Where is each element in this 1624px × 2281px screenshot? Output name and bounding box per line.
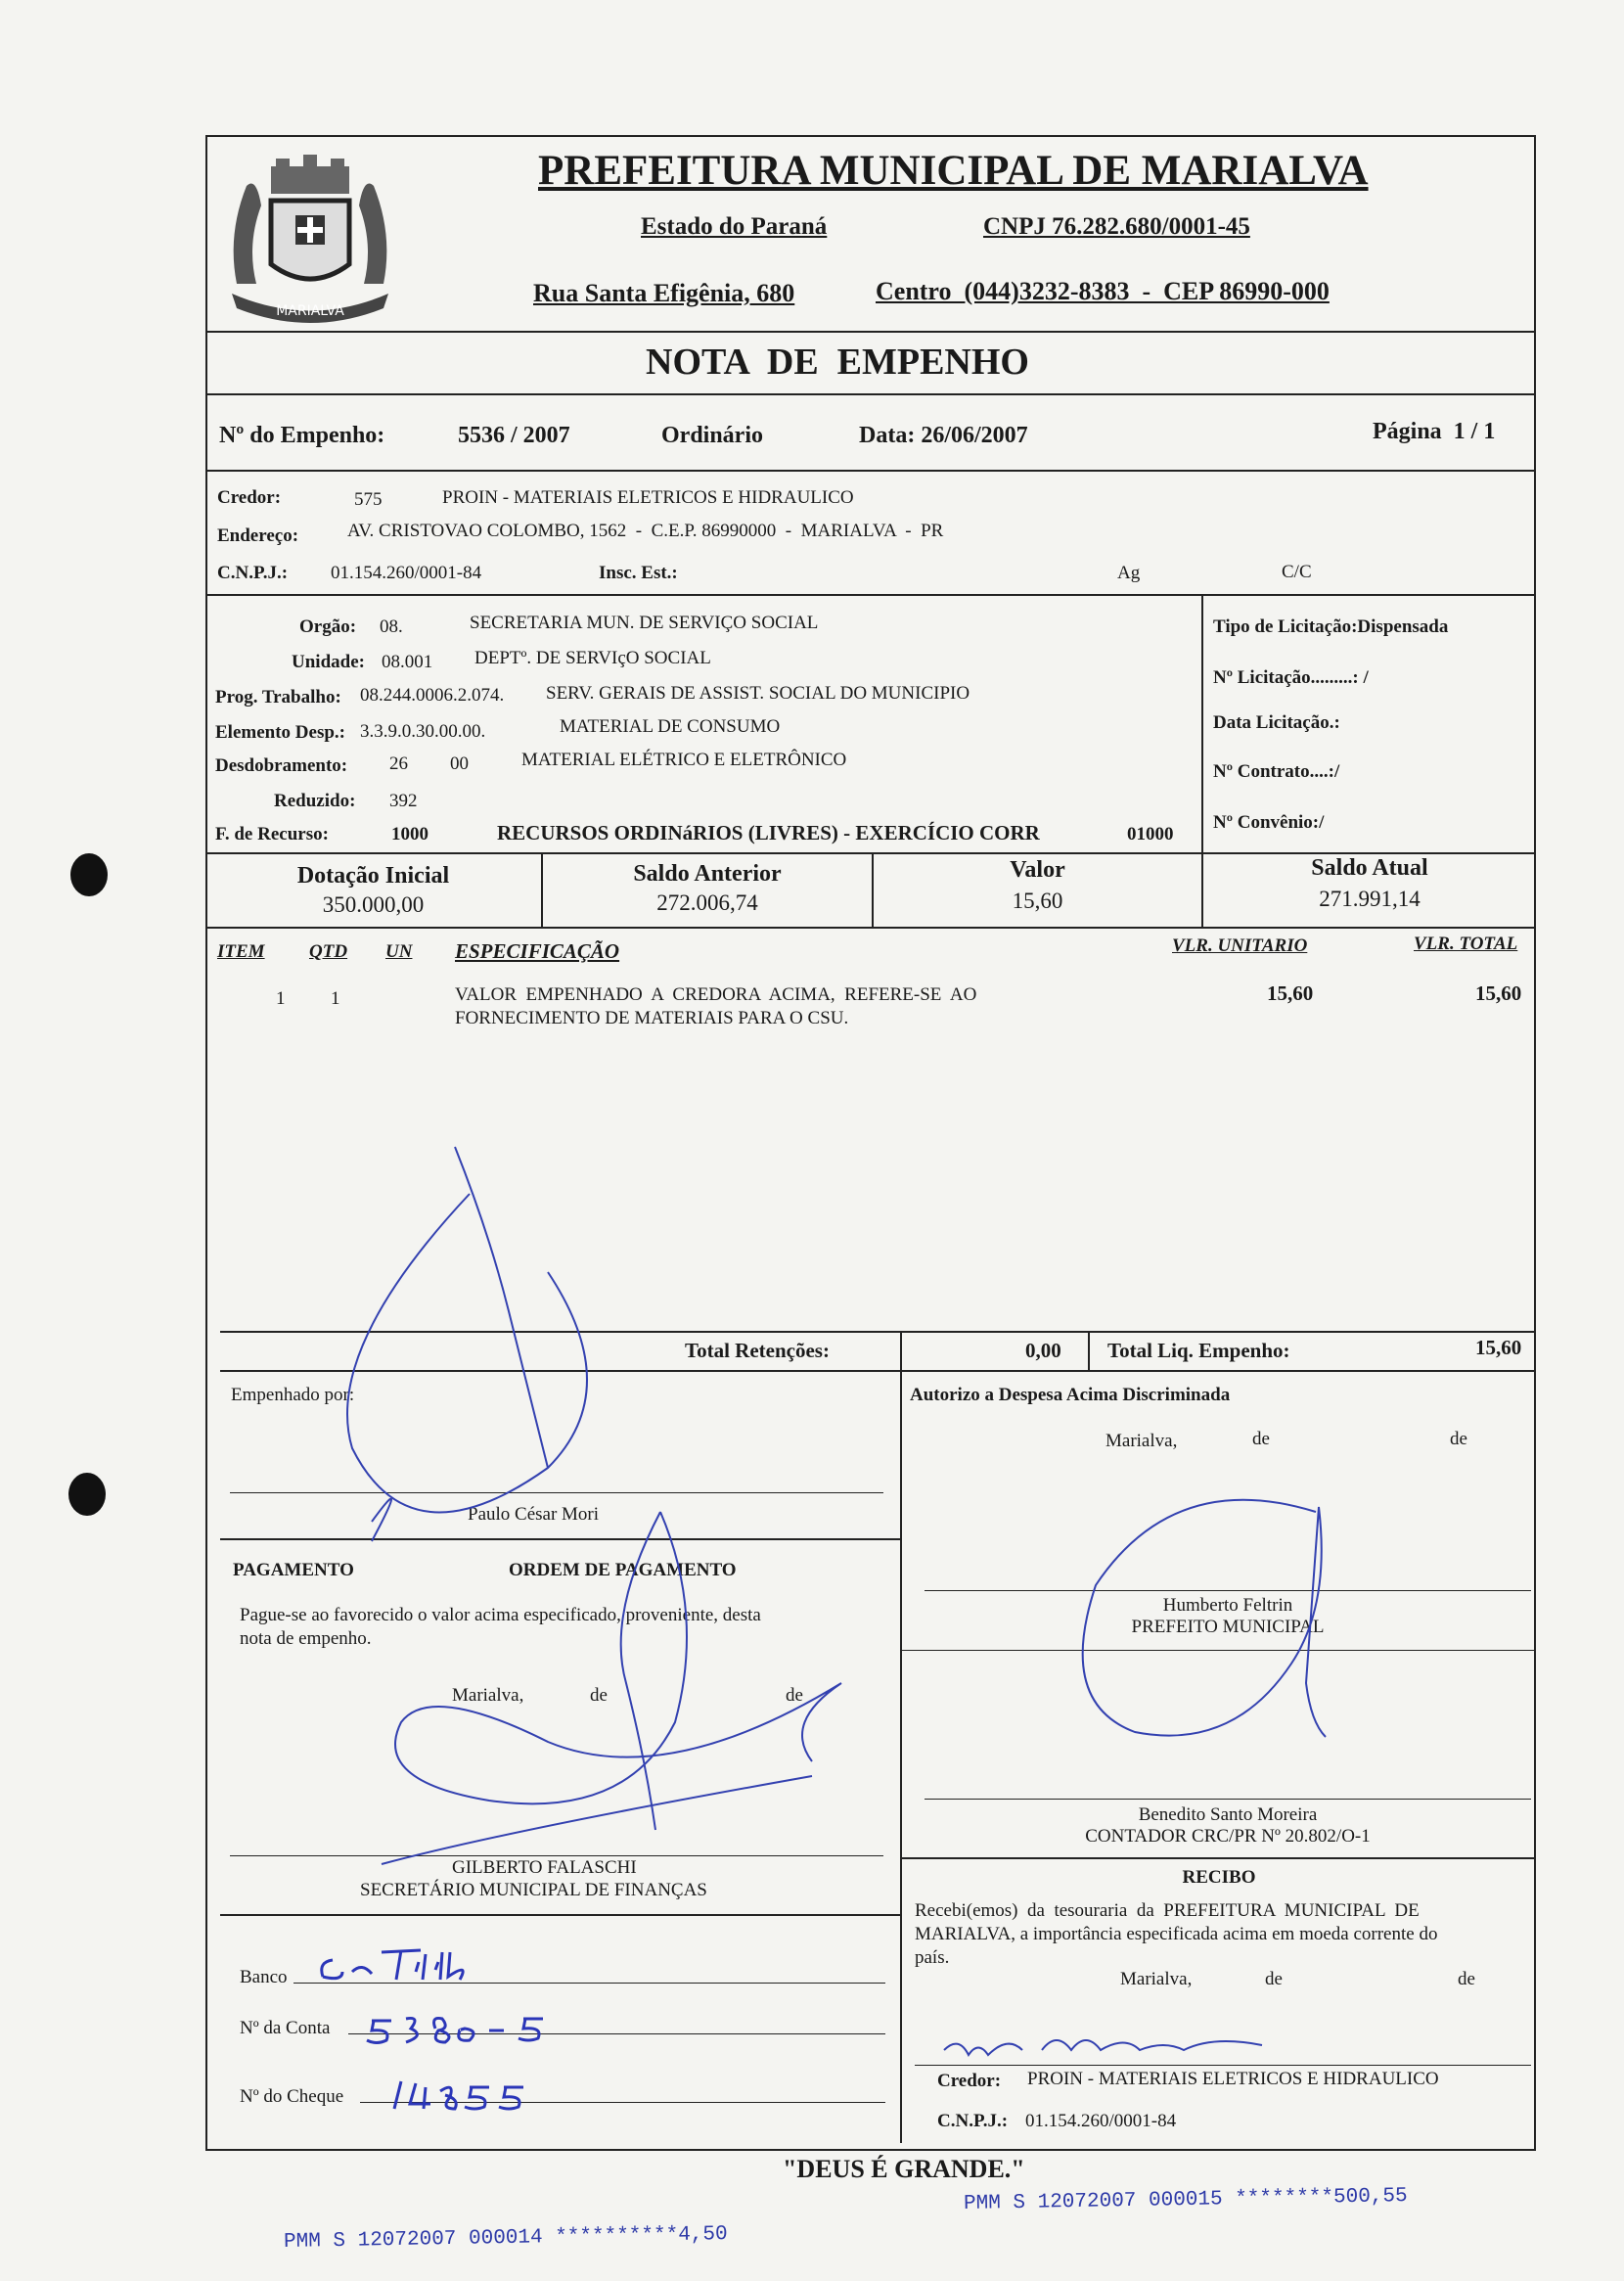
item-total-value: 15,60 — [1475, 981, 1522, 1005]
licitacao-data: Data Licitação.: — [1213, 712, 1340, 733]
retencoes-label: Total Retenções: — [685, 1339, 830, 1362]
empenho-date: Data: 26/06/2007 — [859, 423, 1028, 448]
divider — [220, 1538, 900, 1540]
ag-label: Ag — [1117, 563, 1141, 583]
desd-value: MATERIAL ELÉTRICO E ELETRÔNICO — [521, 750, 847, 770]
divider — [900, 1331, 902, 1370]
valor-label: Valor — [1010, 857, 1065, 883]
empenhado-name: Paulo César Mori — [468, 1504, 600, 1525]
recurso-code: 1000 — [391, 824, 429, 844]
recurso-code2: 01000 — [1127, 824, 1174, 844]
autorizo-label: Autorizo a Despesa Acima Discriminada — [910, 1385, 1231, 1405]
reduzido-value: 392 — [389, 791, 418, 811]
item-unit-value: 15,60 — [1267, 981, 1314, 1005]
recurso-label: F. de Recurso: — [215, 824, 329, 844]
header-title: PREFEITURA MUNICIPAL DE MARIALVA — [538, 148, 1369, 194]
recibo-de2: de — [1458, 1969, 1475, 1989]
signature-line — [925, 1590, 1531, 1591]
credor-name: PROIN - MATERIAIS ELETRICOS E HIDRAULICO — [442, 487, 854, 508]
cc-label: C/C — [1282, 562, 1312, 582]
handwritten-banco — [313, 1942, 528, 1991]
divider — [205, 393, 1536, 395]
credor-code: 575 — [354, 489, 383, 510]
empenho-label: Nº do Empenho: — [219, 423, 385, 448]
licitacao-convenio: Nº Convênio:/ — [1213, 812, 1325, 833]
retencoes-value: 0,00 — [1025, 1339, 1061, 1362]
pague-line2: nota de empenho. — [240, 1628, 372, 1649]
header-contact: Centro (044)3232-8383 - CEP 86990-000 — [876, 277, 1330, 305]
signature-line — [230, 1855, 883, 1856]
banco-label: Banco — [240, 1967, 288, 1987]
orgao-code: 08. — [380, 616, 403, 637]
dotacao-label: Dotação Inicial — [296, 863, 450, 889]
signature-line — [925, 1799, 1531, 1800]
items-header-spec: ESPECIFICAÇÃO — [455, 939, 620, 963]
recibo-line2: MARIALVA, a importância especificada acima em moeda corrente do — [915, 1924, 1438, 1944]
endereco-value: AV. CRISTOVAO COLOMBO, 1562 - C.E.P. 86990000 - MARIALVA - PR — [347, 521, 944, 541]
prog-value: SERV. GERAIS DE ASSIST. SOCIAL DO MUNICIPIO — [546, 683, 970, 704]
conta-label: Nº da Conta — [240, 2018, 331, 2038]
divider — [900, 1857, 1536, 1859]
pague-line1: Pague-se ao favorecido o valor acima especificado, proveniente, desta — [240, 1605, 761, 1625]
contador-name: Benedito Santo Moreira — [1138, 1804, 1318, 1825]
recibo-title: RECIBO — [1182, 1867, 1256, 1888]
items-header-item: ITEM — [217, 941, 265, 962]
doc-title: NOTA DE EMPENHO — [646, 342, 1029, 383]
cnpj-label: C.N.P.J.: — [217, 563, 289, 583]
unidade-label: Unidade: — [292, 652, 365, 672]
item-spec-line1: VALOR EMPENHADO A CREDORA ACIMA, REFERE-SE AO — [455, 984, 977, 1005]
licitacao-contrato: Nº Contrato....:/ — [1213, 761, 1340, 782]
divider — [900, 1370, 902, 2143]
header-state: Estado do Paraná — [641, 213, 828, 240]
divider — [902, 1650, 1536, 1651]
pagamento-de1: de — [590, 1685, 608, 1706]
pagamento-label: PAGAMENTO — [233, 1560, 354, 1580]
footer-stamp-left: PMM S 12072007 000014 **********4,50 — [283, 2223, 728, 2254]
recibo-credor-label: Credor: — [937, 2071, 1002, 2091]
items-header-unit: VLR. UNITARIO — [1172, 935, 1308, 956]
punch-hole-bottom — [68, 1473, 106, 1516]
items-header-total: VLR. TOTAL — [1414, 934, 1518, 954]
empenho-number: 5536 / 2007 — [458, 423, 570, 448]
divider — [1088, 1331, 1090, 1370]
desd-code2: 00 — [450, 753, 469, 774]
anterior-label: Saldo Anterior — [633, 861, 782, 887]
ordem-label: ORDEM DE PAGAMENTO — [509, 1560, 737, 1580]
unidade-code: 08.001 — [382, 652, 433, 672]
divider — [205, 470, 1536, 472]
elem-label: Elemento Desp.: — [215, 722, 345, 743]
recibo-line1: Recebi(emos) da tesouraria da PREFEITURA MUNICIPAL DE — [915, 1900, 1420, 1921]
empenhado-label: Empenhado por: — [231, 1385, 355, 1405]
unidade-value: DEPTº. DE SERVIçO SOCIAL — [474, 648, 711, 668]
recibo-de1: de — [1265, 1969, 1283, 1989]
divider — [205, 594, 1536, 596]
insc-label: Insc. Est.: — [599, 563, 678, 583]
orgao-value: SECRETARIA MUN. DE SERVIÇO SOCIAL — [470, 613, 819, 633]
header-cnpj: CNPJ 76.282.680/0001-45 — [983, 213, 1250, 240]
contador-title: CONTADOR CRC/PR Nº 20.802/O-1 — [1085, 1826, 1371, 1847]
anterior-value: 272.006,74 — [656, 890, 758, 915]
orgao-label: Orgão: — [299, 616, 357, 637]
item-spec-line2: FORNECIMENTO DE MATERIAIS PARA O CSU. — [455, 1008, 849, 1028]
elem-code: 3.3.9.0.30.00.00. — [360, 721, 486, 742]
recurso-value: RECURSOS ORDINáRIOS (LIVRES) - EXERCÍCIO CORR — [497, 821, 1040, 844]
svg-text:MARIALVA: MARIALVA — [276, 303, 344, 319]
liquido-label: Total Liq. Empenho: — [1107, 1339, 1290, 1362]
cnpj-value: 01.154.260/0001-84 — [331, 563, 482, 583]
items-header-un: UN — [385, 941, 413, 962]
signature-line — [230, 1492, 883, 1493]
header-address: Rua Santa Efigênia, 680 — [533, 279, 795, 307]
items-header-qtd: QTD — [309, 941, 348, 962]
autorizo-marialva: Marialva, — [1105, 1431, 1178, 1451]
desd-label: Desdobramento: — [215, 755, 348, 776]
licitacao-tipo: Tipo de Licitação:Dispensada — [1213, 616, 1449, 637]
reduzido-label: Reduzido: — [274, 791, 356, 811]
prog-label: Prog. Trabalho: — [215, 687, 341, 707]
prog-code: 08.244.0006.2.074. — [360, 685, 505, 706]
footer-stamp-right: PMM S 12072007 000015 ********500,55 — [963, 2185, 1408, 2215]
liquido-value: 15,60 — [1475, 1336, 1522, 1359]
divider — [220, 1370, 1536, 1372]
divider — [1201, 594, 1203, 853]
desd-code1: 26 — [389, 753, 408, 774]
punch-hole-top — [70, 853, 108, 896]
secretario-name: GILBERTO FALASCHI — [452, 1857, 637, 1878]
divider — [220, 1914, 900, 1916]
handwritten-conta — [362, 2001, 567, 2050]
empenho-type: Ordinário — [661, 423, 764, 448]
atual-value: 271.991,14 — [1319, 887, 1421, 911]
footer-motto: "DEUS É GRANDE." — [783, 2155, 1025, 2183]
autorizo-de2: de — [1450, 1429, 1467, 1449]
secretario-title: SECRETÁRIO MUNICIPAL DE FINANÇAS — [360, 1880, 707, 1900]
elem-value: MATERIAL DE CONSUMO — [560, 716, 781, 737]
prefeito-name: Humberto Feltrin — [1162, 1595, 1293, 1616]
recibo-credor-value: PROIN - MATERIAIS ELETRICOS E HIDRAULICO — [1027, 2069, 1439, 2089]
item-number: 1 — [276, 988, 286, 1009]
divider — [220, 1331, 1536, 1333]
pagamento-marialva: Marialva, — [452, 1685, 524, 1706]
dotacao-value: 350.000,00 — [322, 892, 425, 917]
autorizo-de1: de — [1252, 1429, 1270, 1449]
recibo-cnpj-label: C.N.P.J.: — [937, 2111, 1009, 2131]
licitacao-numero: Nº Licitação.........: / — [1213, 667, 1369, 688]
atual-label: Saldo Atual — [1311, 855, 1428, 881]
divider — [205, 331, 1536, 333]
prefeito-title: PREFEITO MUNICIPAL — [1131, 1617, 1325, 1637]
signature-line — [915, 2065, 1531, 2066]
recibo-marialva: Marialva, — [1120, 1969, 1193, 1989]
cheque-label: Nº do Cheque — [240, 2086, 344, 2107]
valor-value: 15,60 — [1012, 889, 1063, 913]
credor-label: Credor: — [217, 487, 282, 508]
divider — [205, 927, 1536, 929]
divider — [205, 852, 1536, 854]
empenho-page: Página 1 / 1 — [1373, 419, 1496, 444]
recibo-cnpj-value: 01.154.260/0001-84 — [1025, 2111, 1177, 2131]
handwritten-cheque — [386, 2070, 553, 2119]
recibo-line3: país. — [915, 1947, 950, 1968]
pagamento-de2: de — [786, 1685, 803, 1706]
endereco-label: Endereço: — [217, 525, 299, 546]
item-qtd: 1 — [331, 988, 340, 1009]
municipal-crest-icon — [217, 147, 403, 333]
